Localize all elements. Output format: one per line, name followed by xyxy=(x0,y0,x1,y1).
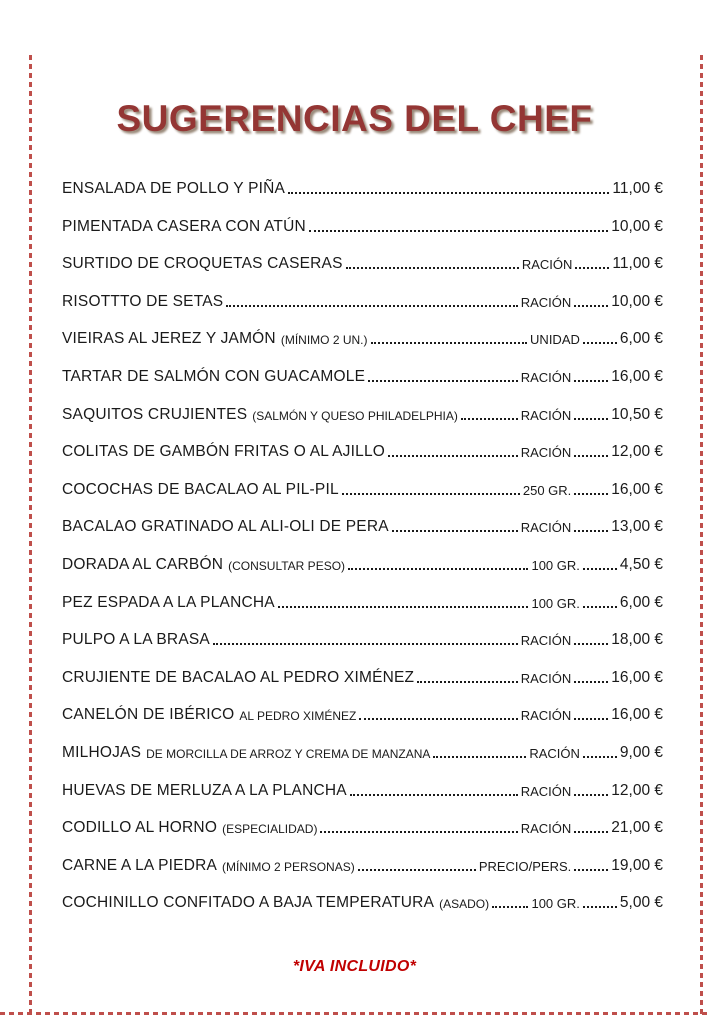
item-name: PEZ ESPADA A LA PLANCHA xyxy=(62,593,275,611)
dot-leader xyxy=(574,718,608,720)
dot-leader xyxy=(346,267,519,269)
item-unit: 100 GR. xyxy=(531,896,580,912)
item-price: 11,00 € xyxy=(612,255,663,273)
item-unit: RACIÓN xyxy=(529,745,580,761)
menu-item-row xyxy=(62,326,663,348)
menu-item-row xyxy=(62,627,663,649)
item-name: SAQUITOS CRUJIENTES xyxy=(62,405,248,423)
item-note: (ESPECIALIDAD) xyxy=(222,822,318,837)
item-price: 16,00 € xyxy=(611,668,663,686)
dot-leader xyxy=(574,455,608,457)
dot-leader xyxy=(278,606,529,608)
item-unit: PRECIO/PERS. xyxy=(478,858,572,874)
dot-leader xyxy=(574,643,608,645)
item-price: 16,00 € xyxy=(611,480,663,498)
dot-leader xyxy=(575,267,609,269)
menu-item-row xyxy=(62,289,663,311)
dot-leader xyxy=(368,380,518,382)
menu-item-row xyxy=(62,214,663,236)
item-name: CRUJIENTE DE BACALAO AL PEDRO XIMÉNEZ xyxy=(62,668,415,686)
item-unit: 250 GR. xyxy=(522,482,572,498)
footer-note: *IVA INCLUIDO* xyxy=(292,958,417,975)
item-unit: RACIÓN xyxy=(520,821,572,837)
dot-leader xyxy=(574,493,608,495)
menu-item-row xyxy=(62,477,663,499)
menu-item-row xyxy=(62,815,663,837)
dot-leader xyxy=(574,869,608,871)
item-name: MILHOJAS xyxy=(62,743,142,761)
menu-item-row xyxy=(62,665,663,687)
item-name: COLITAS DE GAMBÓN FRITAS O AL AJILLO xyxy=(62,443,386,461)
item-price: 12,00 € xyxy=(611,443,663,461)
menu-item-row xyxy=(62,176,663,198)
menu-item-row xyxy=(62,590,663,612)
stitched-border-right xyxy=(700,55,703,1015)
dot-leader xyxy=(359,718,517,720)
menu-item-row xyxy=(62,439,663,461)
item-note: (MÍNIMO 2 PERSONAS) xyxy=(222,859,355,874)
item-name: CANELÓN DE IBÉRICO xyxy=(62,706,235,724)
item-name: CODILLO AL HORNO xyxy=(62,819,218,837)
item-price: 4,50 € xyxy=(619,555,663,573)
item-price: 6,00 € xyxy=(619,593,663,611)
dot-leader xyxy=(350,794,518,796)
dot-leader xyxy=(417,681,518,683)
dot-leader xyxy=(309,230,608,232)
item-unit: RACIÓN xyxy=(520,407,572,423)
dot-leader xyxy=(342,493,520,495)
menu-item-row xyxy=(62,778,663,800)
item-price: 5,00 € xyxy=(619,894,663,912)
dot-leader xyxy=(348,568,528,570)
item-note: (SALMÓN Y QUESO PHILADELPHIA) xyxy=(252,408,458,423)
item-unit: RACIÓN xyxy=(520,670,572,686)
item-unit: RACIÓN xyxy=(520,520,572,536)
dot-leader xyxy=(392,530,518,532)
dot-leader xyxy=(574,380,608,382)
item-note: AL PEDRO XIMÉNEZ xyxy=(239,709,357,724)
item-name: SURTIDO DE CROQUETAS CASERAS xyxy=(62,255,343,273)
item-price: 9,00 € xyxy=(619,743,663,761)
dot-leader xyxy=(574,305,608,307)
menu-item-row xyxy=(62,402,663,424)
item-price: 19,00 € xyxy=(611,856,663,874)
dot-leader xyxy=(492,906,528,908)
item-unit: RACIÓN xyxy=(520,369,572,385)
menu-item-row xyxy=(62,514,663,536)
dot-leader xyxy=(288,192,609,194)
item-price: 13,00 € xyxy=(611,518,663,536)
dot-leader xyxy=(461,418,518,420)
item-price: 16,00 € xyxy=(611,367,663,385)
item-unit: RACIÓN xyxy=(520,708,572,724)
dot-leader xyxy=(574,681,608,683)
item-name: TARTAR DE SALMÓN CON GUACAMOLE xyxy=(62,367,366,385)
item-unit: 100 GR. xyxy=(531,595,580,611)
item-name: RISOTTTO DE SETAS xyxy=(62,292,224,310)
page-title: SUGERENCIAS DEL CHEF xyxy=(116,98,593,139)
dot-leader xyxy=(574,418,608,420)
item-price: 10,00 € xyxy=(611,292,663,310)
dot-leader xyxy=(574,530,608,532)
item-name: HUEVAS DE MERLUZA A LA PLANCHA xyxy=(62,781,347,799)
dot-leader xyxy=(388,455,518,457)
item-price: 10,00 € xyxy=(611,217,663,235)
dot-leader xyxy=(371,342,528,344)
item-note: (MÍNIMO 2 UN.) xyxy=(280,333,368,348)
dot-leader xyxy=(583,906,617,908)
menu-item-row xyxy=(62,364,663,386)
item-name: PULPO A LA BRASA xyxy=(62,631,210,649)
item-price: 10,50 € xyxy=(611,405,663,423)
item-name: PIMENTADA CASERA CON ATÚN xyxy=(62,217,306,235)
menu-item-row xyxy=(62,853,663,875)
item-name: DORADA AL CARBÓN xyxy=(62,555,224,573)
menu-item-row xyxy=(62,702,663,724)
dot-leader xyxy=(226,305,517,307)
dot-leader xyxy=(320,831,517,833)
dot-leader xyxy=(583,342,617,344)
item-unit: RACIÓN xyxy=(521,257,573,273)
item-unit: RACIÓN xyxy=(520,445,572,461)
item-price: 12,00 € xyxy=(611,781,663,799)
item-name: COCHINILLO CONFITADO A BAJA TEMPERATURA xyxy=(62,894,435,912)
menu-item-row xyxy=(62,251,663,273)
item-price: 21,00 € xyxy=(611,819,663,837)
dot-leader xyxy=(583,756,617,758)
dot-leader xyxy=(358,869,476,871)
item-price: 18,00 € xyxy=(611,631,663,649)
item-unit: RACIÓN xyxy=(520,294,572,310)
dot-leader xyxy=(583,568,617,570)
item-price: 16,00 € xyxy=(611,706,663,724)
menu-list xyxy=(62,176,663,928)
item-price: 11,00 € xyxy=(612,180,663,197)
item-name: COCOCHAS DE BACALAO AL PIL-PIL xyxy=(62,480,339,498)
item-name: VIEIRAS AL JEREZ Y JAMÓN xyxy=(62,330,276,348)
item-unit: 100 GR. xyxy=(531,557,580,573)
item-name: BACALAO GRATINADO AL ALI-OLI DE PERA xyxy=(62,518,389,536)
item-name: CARNE A LA PIEDRA xyxy=(62,856,218,874)
dot-leader xyxy=(213,643,518,645)
stitched-border-left xyxy=(29,55,32,1015)
item-unit: RACIÓN xyxy=(520,633,572,649)
dot-leader xyxy=(574,831,608,833)
item-note: (CONSULTAR PESO) xyxy=(228,558,346,573)
stitched-border-bottom xyxy=(0,1012,709,1015)
item-unit: UNIDAD xyxy=(530,332,580,348)
item-note: DE MORCILLA DE ARROZ Y CREMA DE MANZANA xyxy=(146,746,431,761)
menu-item-row xyxy=(62,890,663,912)
menu-item-row xyxy=(62,740,663,762)
item-price: 6,00 € xyxy=(619,330,663,348)
dot-leader xyxy=(574,794,608,796)
item-unit: RACIÓN xyxy=(520,783,572,799)
dot-leader xyxy=(433,756,526,758)
item-note: (ASADO) xyxy=(439,897,490,912)
dot-leader xyxy=(583,606,617,608)
menu-item-row xyxy=(62,552,663,574)
item-name: ENSALADA DE POLLO Y PIÑA xyxy=(62,180,286,197)
